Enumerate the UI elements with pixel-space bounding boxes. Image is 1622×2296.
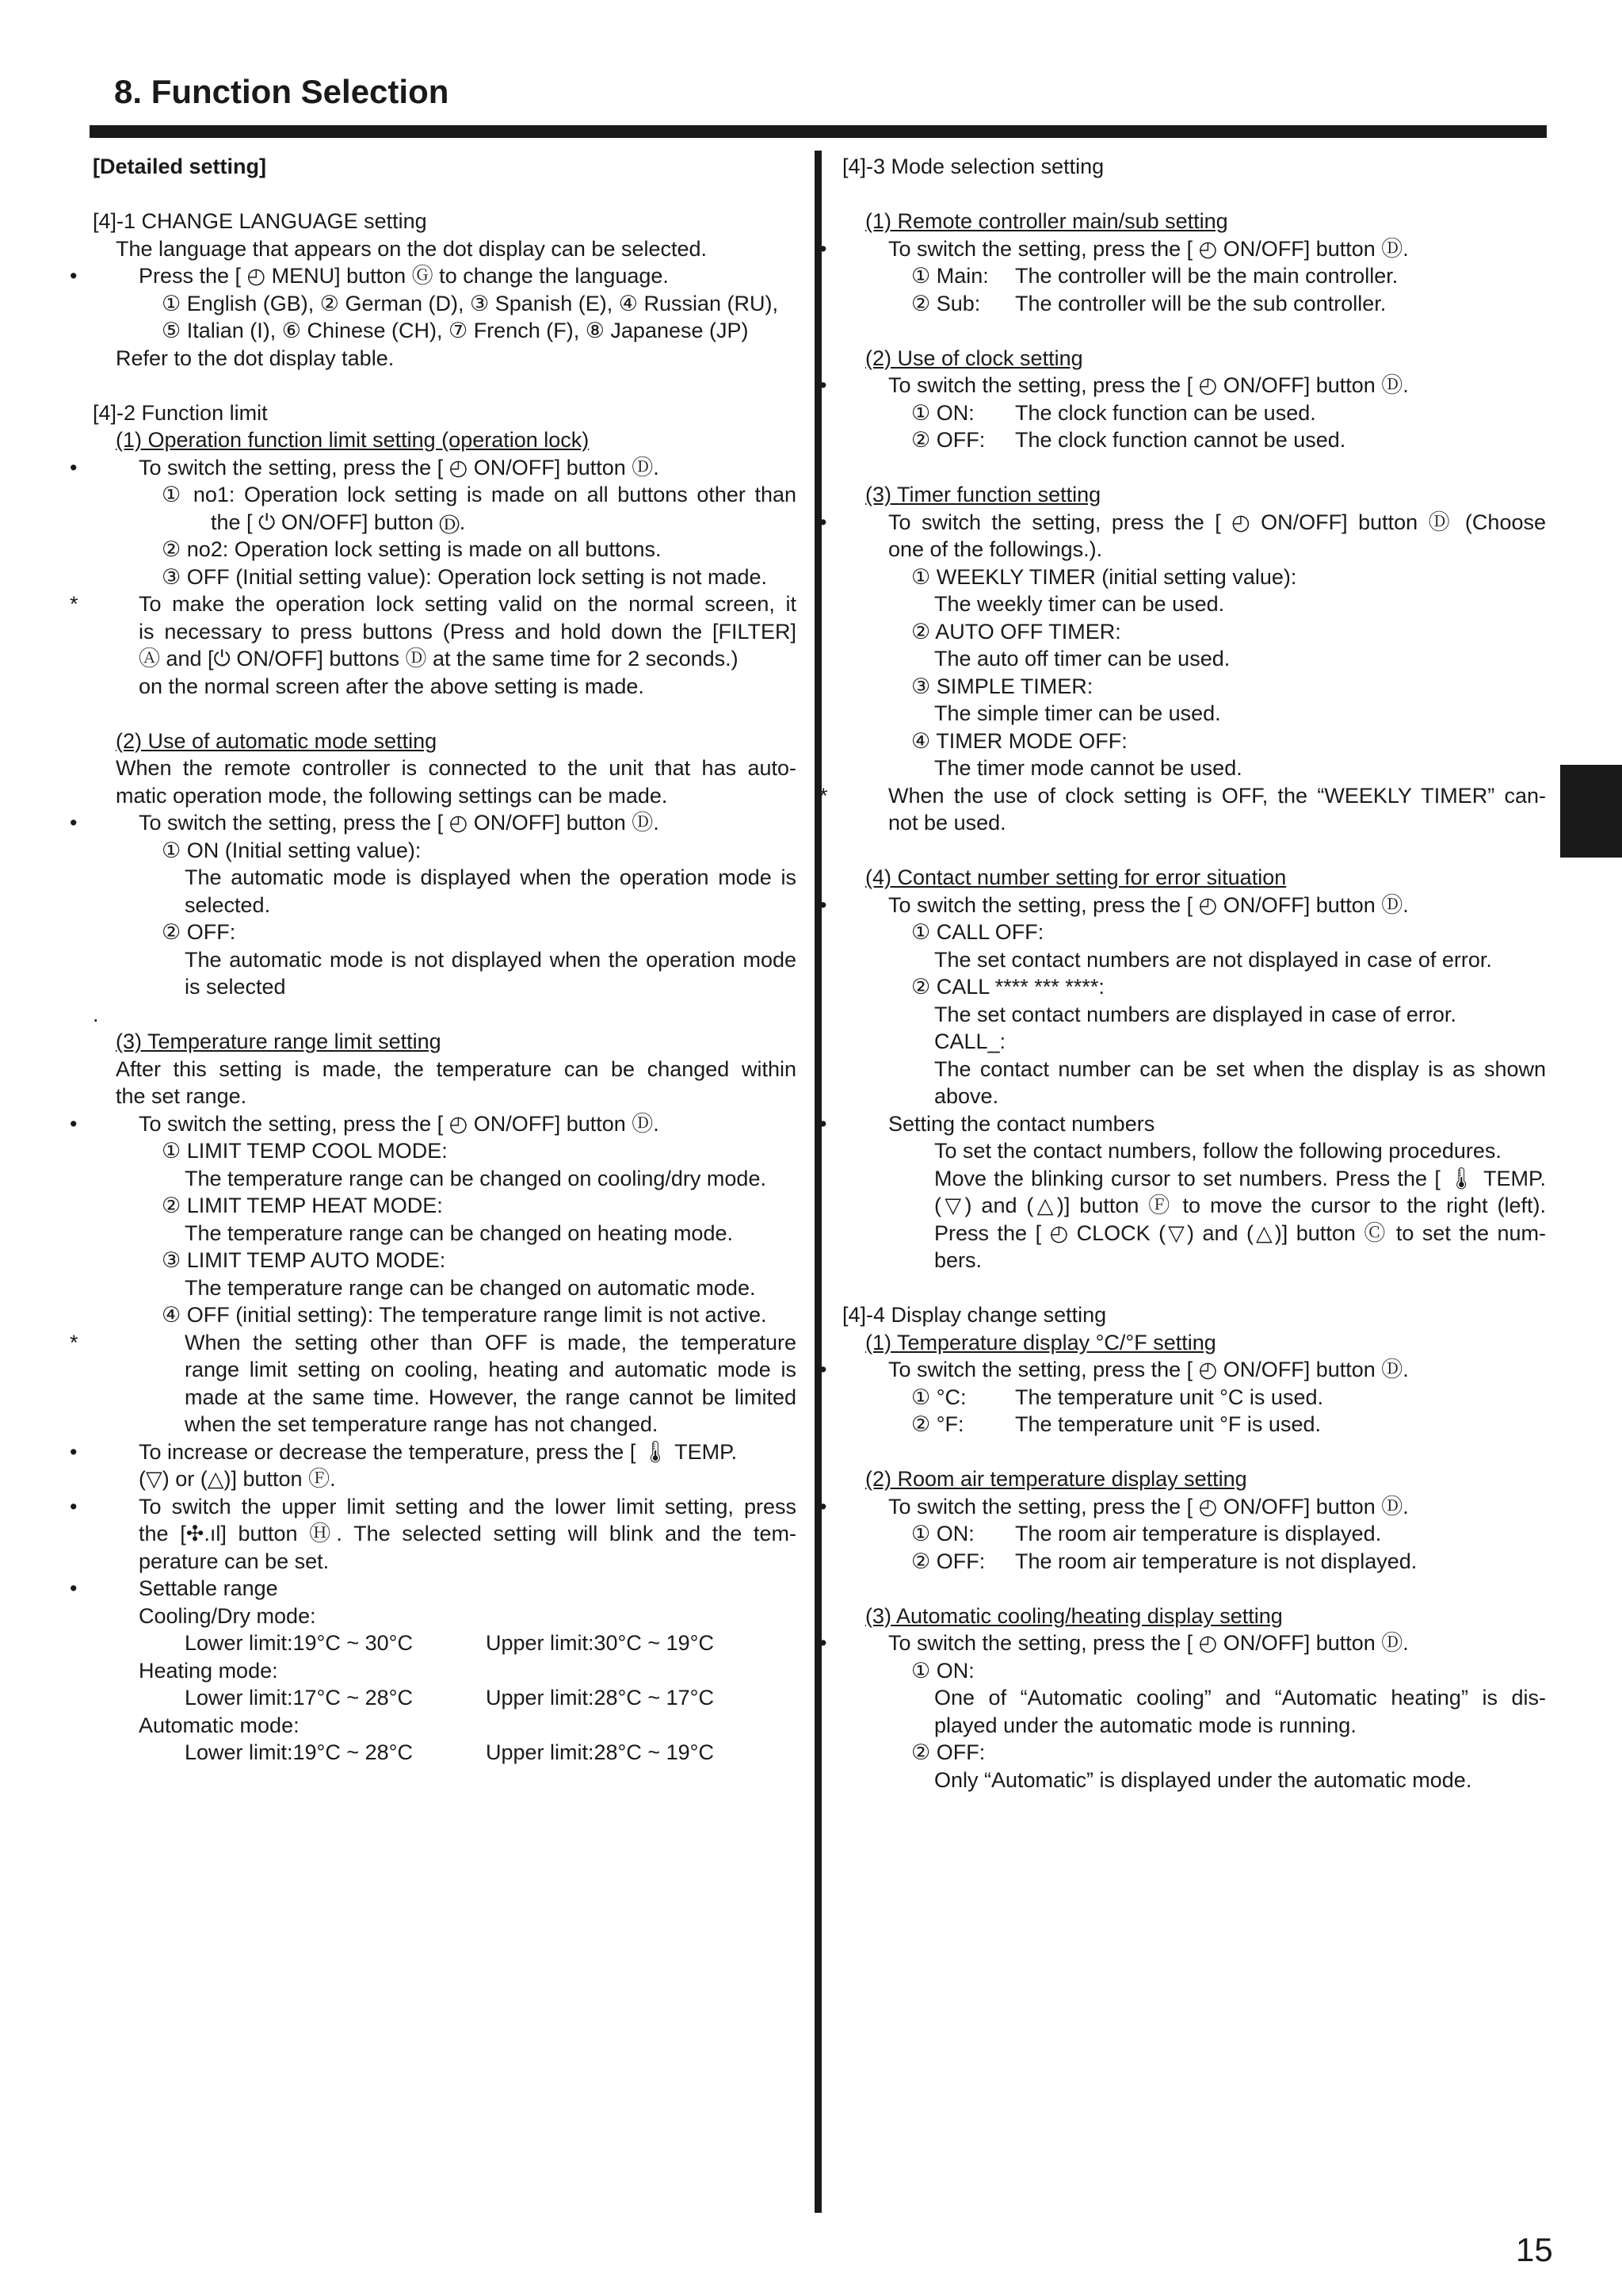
option-value: The clock function cannot be used. bbox=[1015, 428, 1346, 452]
text-line: The automatic mode is not displayed when the operation mode bbox=[185, 947, 796, 972]
option-key: ① ON: bbox=[911, 400, 975, 425]
bullet-item: • To switch the upper limit setting and the lower limit setting, press bbox=[70, 1494, 796, 1519]
bullet-item: • To switch the setting, press the [ ◴ ON/OFF] button Ⓓ. bbox=[70, 811, 659, 835]
title-rule bbox=[90, 125, 1547, 138]
text-line: The temperature range can be changed on heating mode. bbox=[185, 1221, 733, 1245]
option-line: ② CALL **** *** ****: bbox=[911, 975, 1105, 999]
text-line: perature can be set. bbox=[139, 1549, 330, 1573]
option-value: The controller will be the main controller. bbox=[1015, 264, 1399, 288]
stray-dot: . bbox=[93, 1002, 99, 1026]
lower-limit: Lower limit:19°C ~ 30°C bbox=[185, 1631, 413, 1655]
text-line: matic operation mode, the following settings can be made. bbox=[116, 783, 668, 808]
option-value: The controller will be the sub controller. bbox=[1015, 291, 1387, 315]
subsection-title: (1) Remote controller main/sub setting bbox=[865, 209, 1228, 233]
option-value: The temperature unit °F is used. bbox=[1015, 1412, 1321, 1436]
text-line: above. bbox=[934, 1084, 999, 1108]
text-line: Setting the contact numbers bbox=[888, 1111, 1155, 1136]
text-line: To switch the setting, press the [ ◴ ON/OFF] button Ⓓ. bbox=[888, 1494, 1409, 1519]
text-line: The language that appears on the dot display can be selected. bbox=[116, 236, 708, 261]
text-line: Press the [ ◴ CLOCK (▽) and (△)] button Ⓒ to set the num- bbox=[934, 1221, 1546, 1245]
option-line: ② AUTO OFF TIMER: bbox=[911, 619, 1121, 644]
text-line: The timer mode cannot be used. bbox=[934, 756, 1242, 780]
option-key: ② °F: bbox=[911, 1412, 964, 1436]
page-title: 8. Function Selection bbox=[114, 73, 449, 110]
bullet-item: • To switch the setting, press the [ ◴ ON/OFF] button Ⓓ. bbox=[819, 1631, 1409, 1655]
subsection-title: (1) Temperature display °C/°F setting bbox=[865, 1330, 1216, 1354]
option-line: ② OFF: bbox=[162, 920, 236, 944]
note-line: when the set temperature range has not changed. bbox=[185, 1412, 658, 1436]
note-line: Ⓐ and [⏻ ON/OFF] buttons Ⓓ at the same time for 2 seconds.) bbox=[139, 647, 738, 670]
option-row bbox=[842, 1411, 1546, 1438]
bullet-item: • To switch the setting, press the [ ◴ ON/OFF] button Ⓓ. bbox=[819, 1494, 1409, 1519]
option-value: The room air temperature is not displayed. bbox=[1015, 1549, 1418, 1573]
text-line: After this setting is made, the temperature can be changed within bbox=[116, 1056, 796, 1081]
text-line: The auto off timer can be used. bbox=[934, 647, 1231, 670]
text-line: bers. bbox=[934, 1248, 983, 1272]
text-line: is selected bbox=[185, 975, 286, 999]
text-line: (▽) or (△)] button Ⓕ. bbox=[139, 1467, 336, 1491]
subsection-title: (3) Timer function setting bbox=[865, 483, 1101, 506]
option-key: ① ON: bbox=[911, 1522, 975, 1545]
option-line: ① ON (Initial setting value): bbox=[162, 838, 422, 862]
text-line: Press the [ ◴ MENU] button Ⓖ to change the language. bbox=[139, 264, 669, 288]
option-row bbox=[842, 262, 1546, 290]
text-line: selected. bbox=[185, 892, 271, 917]
text-line: When the setting other than OFF is made, the temperature bbox=[185, 1330, 796, 1354]
option-key: ② OFF: bbox=[911, 428, 986, 452]
text-line: To set the contact numbers, follow the following procedures. bbox=[934, 1139, 1502, 1163]
option-value: The clock function can be used. bbox=[1015, 400, 1316, 425]
subsection-title: (1) Operation function limit setting (operation lock) bbox=[116, 428, 590, 452]
text-line: The set contact numbers are displayed in case of error. bbox=[934, 1002, 1456, 1026]
bullet-item: • To switch the setting, press the [ ◴ ON/OFF] button Ⓓ (Choose bbox=[819, 510, 1546, 534]
option-line: ② no2: Operation lock setting is made on all buttons. bbox=[162, 537, 662, 561]
option-row bbox=[842, 1520, 1546, 1548]
option-line: ② LIMIT TEMP HEAT MODE: bbox=[162, 1194, 443, 1217]
text-line: To switch the setting, press the [ ◴ ON/OFF] button Ⓓ. bbox=[139, 1111, 659, 1136]
range-mode-label: Automatic mode: bbox=[139, 1713, 300, 1737]
option-key: ② Sub: bbox=[911, 291, 981, 315]
text-line: The simple timer can be used. bbox=[934, 701, 1221, 725]
section-tab-marker bbox=[1560, 765, 1622, 858]
option-line: ④ OFF (initial setting): The temperature range limit is not active. bbox=[162, 1303, 767, 1327]
subsection-title: (2) Use of automatic mode setting bbox=[116, 728, 437, 753]
option-line: CALL_: bbox=[934, 1030, 1006, 1053]
text-line: The temperature range can be changed on automatic mode. bbox=[185, 1275, 756, 1300]
text-line: One of “Automatic cooling” and “Automatic heating” is dis- bbox=[934, 1686, 1546, 1710]
option-line: ② OFF: bbox=[911, 1740, 986, 1764]
range-mode-label: Heating mode: bbox=[139, 1658, 278, 1683]
option-value: The temperature unit °C is used. bbox=[1015, 1385, 1323, 1409]
text-line: To switch the setting, press the [ ◴ ON/OFF] button Ⓓ. bbox=[888, 1358, 1409, 1381]
bullet-item: • To switch the setting, press the [ ◴ ON/OFF] button Ⓓ. bbox=[819, 236, 1409, 261]
option-line: the [ ⏻ ON/OFF] button Ⓓ. bbox=[211, 510, 466, 534]
text-line: To switch the setting, press the [ ◴ ON/OFF] button Ⓓ. bbox=[888, 373, 1409, 397]
change-language-heading: [4]-1 CHANGE LANGUAGE setting bbox=[93, 209, 427, 233]
language-options-line: ⑤ Italian (I), ⑥ Chinese (CH), ⑦ French (F), ⑧ Japanese (JP) bbox=[162, 319, 749, 342]
option-line: ① LIMIT TEMP COOL MODE: bbox=[162, 1139, 448, 1163]
option-value: The room air temperature is displayed. bbox=[1015, 1522, 1382, 1545]
function-limit-heading: [4]-2 Function limit bbox=[93, 400, 268, 425]
option-line: ① no1: Operation lock setting is made on all buttons other than bbox=[162, 483, 796, 506]
lower-limit: Lower limit:17°C ~ 28°C bbox=[185, 1686, 413, 1710]
text-line: (▽) and (△)] button Ⓕ to move the cursor to the right (left). bbox=[934, 1194, 1546, 1217]
text-line: To switch the setting, press the [ ◴ ON/OFF] button Ⓓ. bbox=[139, 455, 659, 479]
text-line: To switch the setting, press the [ ◴ ON/OFF] button Ⓓ. bbox=[888, 892, 1409, 917]
text-line: The set contact numbers are not displayed in case of error. bbox=[934, 947, 1492, 972]
note-line: on the normal screen after the above setting is made. bbox=[139, 674, 644, 698]
subsection-title: (3) Temperature range limit setting bbox=[116, 1030, 441, 1053]
note-line: made at the same time. However, the range cannot be limited bbox=[185, 1385, 796, 1409]
text-line: Only “Automatic” is displayed under the automatic mode. bbox=[934, 1767, 1472, 1792]
range-row bbox=[93, 1629, 796, 1657]
option-row bbox=[842, 290, 1546, 318]
mode-selection-heading: [4]-3 Mode selection setting bbox=[842, 155, 1105, 178]
subsection-title: (2) Use of clock setting bbox=[865, 346, 1083, 370]
detailed-setting-heading: [Detailed setting] bbox=[93, 155, 267, 178]
option-row bbox=[842, 1548, 1546, 1576]
note-item: * When the use of clock setting is OFF, the “WEEKLY TIMER” can- bbox=[819, 783, 1546, 808]
text-line: The weekly timer can be used. bbox=[934, 592, 1225, 616]
option-line: ① WEEKLY TIMER (initial setting value): bbox=[911, 564, 1297, 589]
lower-limit: Lower limit:19°C ~ 28°C bbox=[185, 1740, 413, 1764]
note-line: not be used. bbox=[888, 811, 1006, 835]
option-line: ③ OFF (Initial setting value): Operation lock setting is not made. bbox=[162, 564, 768, 589]
text-line: Settable range bbox=[139, 1576, 278, 1600]
option-line: ③ SIMPLE TIMER: bbox=[911, 674, 1093, 698]
text-line: the set range. bbox=[116, 1084, 247, 1108]
range-row bbox=[93, 1684, 796, 1712]
option-key: ② OFF: bbox=[911, 1549, 986, 1573]
column-divider bbox=[815, 151, 822, 2213]
text-line: The contact number can be set when the display is as shown bbox=[934, 1056, 1546, 1081]
note-item: * To make the operation lock setting valid on the normal screen, it bbox=[70, 592, 796, 616]
bullet-item: • Setting the contact numbers bbox=[819, 1111, 1155, 1136]
range-row bbox=[93, 1739, 796, 1767]
bullet-item: • To switch the setting, press the [ ◴ ON/OFF] button Ⓓ. bbox=[819, 892, 1409, 917]
subsection-title: (2) Room air temperature display setting bbox=[865, 1467, 1247, 1491]
bullet-item: • To switch the setting, press the [ ◴ ON/OFF] button Ⓓ. bbox=[819, 373, 1409, 397]
language-options-line: ① English (GB), ② German (D), ③ Spanish (E), ④ Russian (RU), bbox=[162, 291, 778, 315]
option-line: ① ON: bbox=[911, 1658, 975, 1683]
option-row bbox=[842, 399, 1546, 427]
upper-limit: Upper limit:28°C ~ 17°C bbox=[486, 1686, 714, 1710]
bullet-item: • To switch the setting, press the [ ◴ ON/OFF] button Ⓓ. bbox=[819, 1358, 1409, 1381]
text-line: Move the blinking cursor to set numbers. Press the [ 🌡 TEMP. bbox=[934, 1166, 1546, 1190]
note-line: is necessary to press buttons (Press and hold down the [FILTER] bbox=[139, 619, 796, 644]
note-line: range limit setting on cooling, heating and automatic mode is bbox=[185, 1358, 796, 1381]
text-line: When the use of clock setting is OFF, the “WEEKLY TIMER” can- bbox=[888, 783, 1546, 808]
text-line: The automatic mode is displayed when the operation mode is bbox=[185, 865, 796, 889]
bullet-item: • To switch the setting, press the [ ◴ ON/OFF] button Ⓓ. bbox=[70, 455, 659, 479]
text-line: To switch the setting, press the [ ◴ ON/OFF] button Ⓓ. bbox=[888, 236, 1409, 261]
right-column bbox=[819, 153, 1546, 1794]
upper-limit: Upper limit:28°C ~ 19°C bbox=[486, 1740, 714, 1764]
subsection-title: (3) Automatic cooling/heating display setting bbox=[865, 1603, 1283, 1628]
page-number: 15 bbox=[1516, 2231, 1553, 2268]
left-column bbox=[70, 153, 796, 1767]
option-line: ④ TIMER MODE OFF: bbox=[911, 728, 1128, 753]
option-key: ① °C: bbox=[911, 1385, 967, 1409]
text-line: To switch the upper limit setting and the lower limit setting, press bbox=[139, 1494, 796, 1519]
text-line: To switch the setting, press the [ ◴ ON/OFF] button Ⓓ. bbox=[888, 1631, 1409, 1655]
option-row bbox=[842, 1384, 1546, 1412]
bullet-item: • To increase or decrease the temperature, press the [ 🌡 TEMP. bbox=[70, 1439, 738, 1464]
text-line: The temperature range can be changed on cooling/dry mode. bbox=[185, 1166, 766, 1190]
text-line: one of the followings.). bbox=[888, 537, 1103, 561]
text-line: To switch the setting, press the [ ◴ ON/OFF] button Ⓓ (Choose bbox=[888, 510, 1546, 534]
text-line: When the remote controller is connected to the unit that has auto- bbox=[116, 756, 796, 780]
range-mode-label: Cooling/Dry mode: bbox=[139, 1603, 316, 1628]
bullet-item: • To switch the setting, press the [ ◴ ON/OFF] button Ⓓ. bbox=[70, 1111, 659, 1136]
option-row bbox=[842, 426, 1546, 454]
display-change-heading: [4]-4 Display change setting bbox=[842, 1303, 1107, 1327]
upper-limit: Upper limit:30°C ~ 19°C bbox=[486, 1631, 714, 1655]
subsection-title: (4) Contact number setting for error situation bbox=[865, 865, 1287, 889]
option-key: ① Main: bbox=[911, 264, 989, 288]
text-line: To switch the setting, press the [ ◴ ON/OFF] button Ⓓ. bbox=[139, 811, 659, 835]
text-line: To increase or decrease the temperature, press the [ 🌡 TEMP. bbox=[139, 1439, 738, 1464]
text-line: Refer to the dot display table. bbox=[116, 346, 395, 370]
option-line: ③ LIMIT TEMP AUTO MODE: bbox=[162, 1248, 446, 1272]
bullet-item: • Settable range bbox=[70, 1576, 278, 1600]
note-item: * When the setting other than OFF is made, the temperature bbox=[70, 1330, 796, 1354]
text-line: played under the automatic mode is running. bbox=[934, 1713, 1357, 1737]
bullet-item: • Press the [ ◴ MENU] button Ⓖ to change the language. bbox=[70, 264, 669, 288]
text-line: the [✣.ıl] button Ⓗ. The selected setting will blink and the tem- bbox=[139, 1522, 796, 1545]
text-line: To make the operation lock setting valid on the normal screen, it bbox=[139, 592, 796, 616]
option-line: ① CALL OFF: bbox=[911, 920, 1044, 944]
